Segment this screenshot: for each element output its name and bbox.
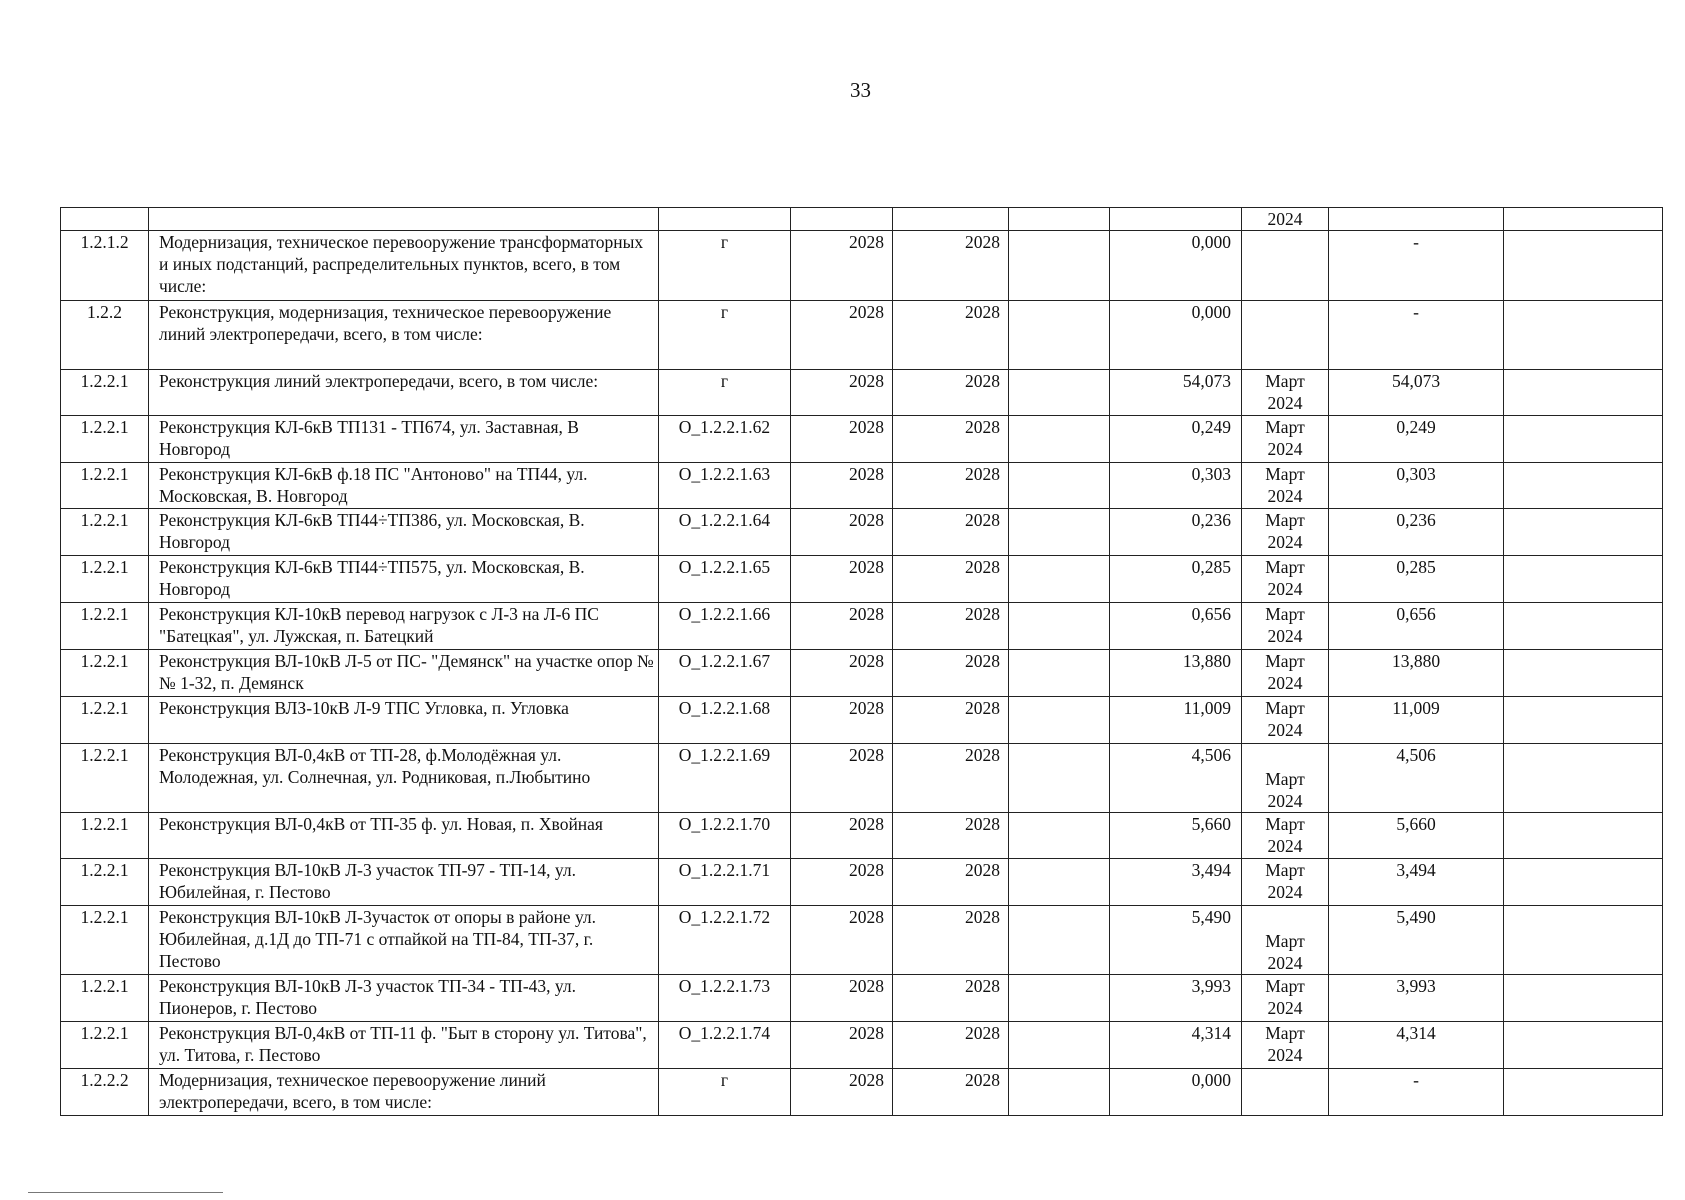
cell-empty bbox=[1504, 231, 1663, 301]
cell-empty bbox=[1504, 906, 1663, 975]
cell-number: 1.2.2.1 bbox=[61, 603, 149, 650]
cell-code: О_1.2.2.1.73 bbox=[659, 975, 791, 1022]
table-row bbox=[61, 650, 1663, 697]
cell-date: Март 2024 bbox=[1242, 416, 1329, 463]
cell-name: Модернизация, техническое перевооружение линий электропередачи, всего, в том числе: bbox=[149, 1069, 659, 1116]
table-row-continuation bbox=[61, 208, 1663, 231]
table-row bbox=[61, 697, 1663, 744]
cell-name: Реконструкция КЛ-6кВ ф.18 ПС "Антоново" на ТП44, ул. Московская, В. Новгород bbox=[149, 463, 659, 509]
cell-code: О_1.2.2.1.65 bbox=[659, 556, 791, 603]
cell-year-end: 2028 bbox=[893, 906, 1009, 975]
cell-year-start: 2028 bbox=[791, 370, 893, 416]
cell-date: Март 2024 bbox=[1242, 1022, 1329, 1069]
cell-value: 54,073 bbox=[1110, 370, 1242, 416]
cell-empty bbox=[1009, 509, 1110, 556]
cell-value: 11,009 bbox=[1110, 697, 1242, 744]
cell-date: Март 2024 bbox=[1242, 509, 1329, 556]
cell-year-start: 2028 bbox=[791, 231, 893, 301]
cell-empty bbox=[1009, 556, 1110, 603]
cell-year-end: 2028 bbox=[893, 509, 1009, 556]
cell-year-end: 2028 bbox=[893, 603, 1009, 650]
cell-empty bbox=[1504, 463, 1663, 509]
cell-number: 1.2.2.1 bbox=[61, 556, 149, 603]
cell-value: 0,249 bbox=[1110, 416, 1242, 463]
cell-year-end: 2028 bbox=[893, 556, 1009, 603]
table-row bbox=[61, 556, 1663, 603]
cell-empty bbox=[1009, 859, 1110, 906]
cell-number: 1.2.2.1 bbox=[61, 509, 149, 556]
cell-year-start: 2028 bbox=[791, 906, 893, 975]
cell-code: О_1.2.2.1.63 bbox=[659, 463, 791, 509]
cell-empty bbox=[1009, 416, 1110, 463]
cell-date: Март 2024 bbox=[1242, 697, 1329, 744]
cell-date: Март 2024 bbox=[1242, 463, 1329, 509]
cell-empty bbox=[1009, 813, 1110, 859]
cell-year-end: 2028 bbox=[893, 1022, 1009, 1069]
cell-code: О_1.2.2.1.72 bbox=[659, 906, 791, 975]
cell-empty bbox=[1504, 1069, 1663, 1116]
cell-date: Март 2024 bbox=[1242, 603, 1329, 650]
cell-empty bbox=[1009, 1069, 1110, 1116]
cell-code: О_1.2.2.1.62 bbox=[659, 416, 791, 463]
cell-name: Реконструкция ВЛ-10кВ Л-5 от ПС- "Демянск" на участке опор №№ 1-32, п. Демянск bbox=[149, 650, 659, 697]
table-body bbox=[61, 208, 1663, 1116]
cell-date: Март 2024 bbox=[1242, 370, 1329, 416]
cell-year-end: 2028 bbox=[893, 370, 1009, 416]
cell-code: г bbox=[659, 301, 791, 370]
cell-value-2: - bbox=[1329, 301, 1504, 370]
table-row bbox=[61, 906, 1663, 975]
cell-value: 13,880 bbox=[1110, 650, 1242, 697]
cell-name: Реконструкция КЛ-6кВ ТП44÷ТП386, ул. Московская, В. Новгород bbox=[149, 509, 659, 556]
cell-value: 5,660 bbox=[1110, 813, 1242, 859]
cell-empty bbox=[1504, 370, 1663, 416]
cell-empty bbox=[1504, 603, 1663, 650]
cell-code: О_1.2.2.1.67 bbox=[659, 650, 791, 697]
cell-number: 1.2.2.1 bbox=[61, 1022, 149, 1069]
cell-value-2: 3,494 bbox=[1329, 859, 1504, 906]
cell-year-end: 2028 bbox=[893, 744, 1009, 813]
table-row bbox=[61, 1022, 1663, 1069]
cell-name: Реконструкция ВЛ-10кВ Л-3 участок ТП-97 - ТП-14, ул. Юбилейная, г. Пестово bbox=[149, 859, 659, 906]
cell-year-start: 2028 bbox=[791, 650, 893, 697]
cell-code: О_1.2.2.1.66 bbox=[659, 603, 791, 650]
cell-number: 1.2.2.1 bbox=[61, 650, 149, 697]
cell-code: г bbox=[659, 370, 791, 416]
cell-year-start: 2028 bbox=[791, 859, 893, 906]
cell-empty bbox=[1009, 975, 1110, 1022]
cell-value-2: 0,303 bbox=[1329, 463, 1504, 509]
cell-name: Реконструкция ВЛ-0,4кВ от ТП-35 ф. ул. Новая, п. Хвойная bbox=[149, 813, 659, 859]
cell-year-start: 2028 bbox=[791, 556, 893, 603]
cell-name: Модернизация, техническое перевооружение трансформаторных и иных подстанций, распределительных пунктов, всего, в том числе: bbox=[149, 231, 659, 301]
cell-empty bbox=[1504, 813, 1663, 859]
cell-empty bbox=[1009, 697, 1110, 744]
cell-name: Реконструкция ВЛ-10кВ Л-3 участок ТП-34 - ТП-43, ул. Пионеров, г. Пестово bbox=[149, 975, 659, 1022]
cell-date: Март 2024 bbox=[1242, 556, 1329, 603]
cell-name: Реконструкция линий электропередачи, всего, в том числе: bbox=[149, 370, 659, 416]
cell-value: 3,993 bbox=[1110, 975, 1242, 1022]
cell-date bbox=[1242, 231, 1329, 301]
cell-code: О_1.2.2.1.71 bbox=[659, 859, 791, 906]
cell-value-2: 0,285 bbox=[1329, 556, 1504, 603]
cell-year-start: 2028 bbox=[791, 1022, 893, 1069]
cell-value-2: 5,490 bbox=[1329, 906, 1504, 975]
cell-number: 1.2.2.1 bbox=[61, 416, 149, 463]
cell-number: 1.2.2.1 bbox=[61, 697, 149, 744]
cell-empty bbox=[1009, 906, 1110, 975]
cell-empty bbox=[1504, 301, 1663, 370]
cell-year-start: 2028 bbox=[791, 463, 893, 509]
cell-value-2: 0,656 bbox=[1329, 603, 1504, 650]
cell-year-end: 2028 bbox=[893, 463, 1009, 509]
cell-year-end: 2028 bbox=[893, 859, 1009, 906]
cell-value: 0,303 bbox=[1110, 463, 1242, 509]
cell-year-start: 2028 bbox=[791, 416, 893, 463]
cell-date: Март 2024 bbox=[1242, 906, 1329, 975]
table-row bbox=[61, 416, 1663, 463]
cell-value: 0,000 bbox=[1110, 231, 1242, 301]
cell-number: 1.2.2.1 bbox=[61, 744, 149, 813]
cell-value: 0,236 bbox=[1110, 509, 1242, 556]
cell-value-2: - bbox=[1329, 231, 1504, 301]
cell-empty bbox=[1504, 859, 1663, 906]
table-row bbox=[61, 231, 1663, 301]
cell-value: 4,506 bbox=[1110, 744, 1242, 813]
cell-date bbox=[1242, 1069, 1329, 1116]
cell-name: Реконструкция ВЛЗ-10кВ Л-9 ТПС Угловка, п. Угловка bbox=[149, 697, 659, 744]
cell-empty bbox=[1009, 650, 1110, 697]
cell-code: О_1.2.2.1.74 bbox=[659, 1022, 791, 1069]
cell-value: 4,314 bbox=[1110, 1022, 1242, 1069]
cell-empty bbox=[1504, 744, 1663, 813]
cell-value: 5,490 bbox=[1110, 906, 1242, 975]
cell-value-2: 0,249 bbox=[1329, 416, 1504, 463]
table-row bbox=[61, 463, 1663, 509]
cell-year-end: 2028 bbox=[893, 813, 1009, 859]
cell-empty bbox=[1009, 744, 1110, 813]
cell-year-start: 2028 bbox=[791, 509, 893, 556]
cell-date bbox=[1242, 301, 1329, 370]
cell-name: Реконструкция ВЛ-0,4кВ от ТП-11 ф. "Быт в сторону ул. Титова", ул. Титова, г. Пестово bbox=[149, 1022, 659, 1069]
cell-year-start: 2028 bbox=[791, 301, 893, 370]
cell-name: Реконструкция КЛ-6кВ ТП44÷ТП575, ул. Московская, В. Новгород bbox=[149, 556, 659, 603]
cell-year-end: 2028 bbox=[893, 231, 1009, 301]
cell-empty bbox=[1504, 697, 1663, 744]
cell-value-2: 13,880 bbox=[1329, 650, 1504, 697]
cell-code: г bbox=[659, 1069, 791, 1116]
cell-empty bbox=[1009, 1022, 1110, 1069]
table-row bbox=[61, 975, 1663, 1022]
cell-name: Реконструкция ВЛ-10кВ Л-3участок от опоры в районе ул. Юбилейная, д.1Д до ТП-71 с отпайкой на ТП-84, ТП-37, г. Пестово bbox=[149, 906, 659, 975]
cell-empty bbox=[1504, 650, 1663, 697]
cell-year-start: 2028 bbox=[791, 975, 893, 1022]
cell-year-start: 2028 bbox=[791, 697, 893, 744]
cell-value-2: 11,009 bbox=[1329, 697, 1504, 744]
table-row bbox=[61, 301, 1663, 370]
cell-value: 0,656 bbox=[1110, 603, 1242, 650]
cell-empty bbox=[1009, 301, 1110, 370]
cell-empty bbox=[1504, 416, 1663, 463]
cell-number: 1.2.2.1 bbox=[61, 370, 149, 416]
table-row bbox=[61, 859, 1663, 906]
cell-value-2: - bbox=[1329, 1069, 1504, 1116]
cell-empty bbox=[1009, 463, 1110, 509]
cell-year-end: 2028 bbox=[893, 1069, 1009, 1116]
cell-code: г bbox=[659, 231, 791, 301]
cell-value-2: 4,314 bbox=[1329, 1022, 1504, 1069]
cell-empty bbox=[1009, 231, 1110, 301]
table-row bbox=[61, 509, 1663, 556]
cell-number: 1.2.2.1 bbox=[61, 859, 149, 906]
cell-date: 2024 bbox=[1242, 208, 1329, 231]
cell-date: Март 2024 bbox=[1242, 975, 1329, 1022]
cell-value-2: 4,506 bbox=[1329, 744, 1504, 813]
table-row bbox=[61, 370, 1663, 416]
cell-value: 3,494 bbox=[1110, 859, 1242, 906]
cell-value: 0,000 bbox=[1110, 301, 1242, 370]
cell-date: Март 2024 bbox=[1242, 744, 1329, 813]
cell-value-2: 54,073 bbox=[1329, 370, 1504, 416]
page-number: 33 bbox=[850, 78, 871, 102]
cell-number: 1.2.2.1 bbox=[61, 463, 149, 509]
cell-code: О_1.2.2.1.69 bbox=[659, 744, 791, 813]
cell-code: О_1.2.2.1.64 bbox=[659, 509, 791, 556]
cell-empty bbox=[1504, 975, 1663, 1022]
cell-year-start: 2028 bbox=[791, 603, 893, 650]
cell-value-2: 3,993 bbox=[1329, 975, 1504, 1022]
cell-number: 1.2.2.1 bbox=[61, 975, 149, 1022]
cell-date: Март 2024 bbox=[1242, 859, 1329, 906]
cell-empty bbox=[1009, 370, 1110, 416]
cell-value-2: 0,236 bbox=[1329, 509, 1504, 556]
table-row bbox=[61, 1069, 1663, 1116]
table-row bbox=[61, 744, 1663, 813]
table-row bbox=[61, 813, 1663, 859]
cell-number: 1.2.1.2 bbox=[61, 231, 149, 301]
cell-number: 1.2.2.1 bbox=[61, 906, 149, 975]
cell-year-end: 2028 bbox=[893, 650, 1009, 697]
cell-year-end: 2028 bbox=[893, 697, 1009, 744]
cell-empty bbox=[1504, 509, 1663, 556]
cell-code: О_1.2.2.1.70 bbox=[659, 813, 791, 859]
cell-name: Реконструкция ВЛ-0,4кВ от ТП-28, ф.Молодёжная ул. Молодежная, ул. Солнечная, ул. Родниковая, п.Любытино bbox=[149, 744, 659, 813]
cell-year-end: 2028 bbox=[893, 975, 1009, 1022]
cell-name: Реконструкция, модернизация, техническое перевооружение линий электропередачи, всего, в том числе: bbox=[149, 301, 659, 370]
cell-year-end: 2028 bbox=[893, 416, 1009, 463]
cell-code: О_1.2.2.1.68 bbox=[659, 697, 791, 744]
cell-empty bbox=[1504, 556, 1663, 603]
cell-number: 1.2.2.1 bbox=[61, 813, 149, 859]
cell-number: 1.2.2.2 bbox=[61, 1069, 149, 1116]
cell-date: Март 2024 bbox=[1242, 813, 1329, 859]
footnote-divider bbox=[28, 1192, 223, 1193]
cell-year-start: 2028 bbox=[791, 744, 893, 813]
cell-name: Реконструкция КЛ-10кВ перевод нагрузок с Л-3 на Л-6 ПС "Батецкая", ул. Лужская, п. Батецкий bbox=[149, 603, 659, 650]
cell-name: Реконструкция КЛ-6кВ ТП131 - ТП674, ул. Заставная, В Новгород bbox=[149, 416, 659, 463]
cell-year-start: 2028 bbox=[791, 813, 893, 859]
cell-year-start: 2028 bbox=[791, 1069, 893, 1116]
cell-date: Март 2024 bbox=[1242, 650, 1329, 697]
cell-empty bbox=[1009, 603, 1110, 650]
cell-empty bbox=[1504, 1022, 1663, 1069]
cell-number: 1.2.2 bbox=[61, 301, 149, 370]
cell-value: 0,285 bbox=[1110, 556, 1242, 603]
cell-year-end: 2028 bbox=[893, 301, 1009, 370]
cell-value-2: 5,660 bbox=[1329, 813, 1504, 859]
investment-table bbox=[60, 207, 1663, 1116]
cell-value: 0,000 bbox=[1110, 1069, 1242, 1116]
table-row bbox=[61, 603, 1663, 650]
